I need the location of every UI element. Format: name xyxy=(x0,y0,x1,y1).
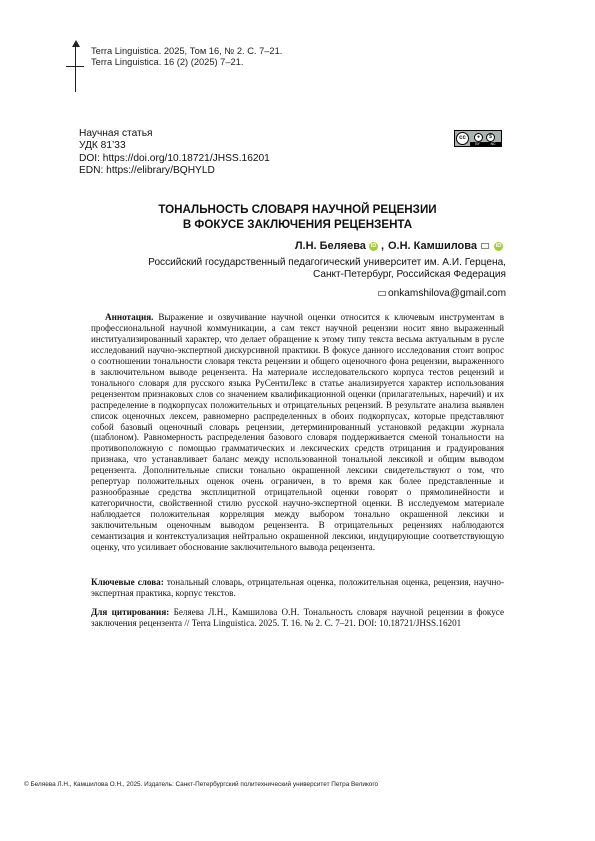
edn-link[interactable]: EDN: https://elibrary/BQHYLD xyxy=(79,165,215,177)
cc-logo-icon: cc xyxy=(456,132,469,145)
citation-label: Для цитирования: xyxy=(91,607,170,617)
citation-text: Беляева Л.Н., Камшилова О.Н. Тональность словаря научной рецензии в фокусе заключения рецензента // Terra Linguistica. 2025. Т. 16. № 2. С. 7–21. DOI: 10.18721/JHSS.16201 xyxy=(91,607,504,628)
cc-by-label: BY xyxy=(475,142,480,146)
cc-by-person-icon: ● xyxy=(474,133,483,142)
header-arrow-icon xyxy=(72,40,80,47)
abstract xyxy=(91,312,504,553)
author-2-name: О.Н. Камшилова xyxy=(388,240,477,252)
udc-code: УДК 81’33 xyxy=(79,140,126,152)
abstract-paragraph xyxy=(91,312,504,553)
cc-badge-band xyxy=(470,142,501,146)
journal-line-russian: Terra Linguistica. 2025, Том 16, № 2. С. 7–21. xyxy=(91,46,283,56)
envelope-icon xyxy=(481,243,489,249)
article-type: Научная статья xyxy=(79,128,153,139)
keywords-label: Ключевые слова: xyxy=(91,577,164,587)
author-1-name: Л.Н. Беляева xyxy=(294,240,366,252)
cc-nc-dollar-icon: $ xyxy=(486,133,495,142)
author-separator: , xyxy=(380,240,384,252)
keywords xyxy=(91,577,504,599)
envelope-icon xyxy=(378,291,386,297)
title-line-1: ТОНАЛЬНОСТЬ СЛОВАРЯ НАУЧНОЙ РЕЦЕНЗИИ xyxy=(158,203,437,216)
copyright-footer: © Беляева Л.Н., Камшилова О.Н., 2025. Издатель: Санкт-Петербургский политехнический университет Петра Великого xyxy=(24,781,379,788)
affiliation xyxy=(148,257,506,282)
article-title xyxy=(0,203,595,232)
doi-link[interactable]: DOI: https://doi.org/10.18721/JHSS.16201 xyxy=(79,152,270,164)
affiliation-line-2: Санкт-Петербург, Российская Федерация xyxy=(312,269,506,281)
abstract-label: Аннотация. xyxy=(105,312,154,322)
cc-nc-label: NC xyxy=(490,142,496,146)
abstract-text: Выражение и озвучивание научной оценки относится к ключевым инструментам в профессиональной научной коммуникации, а сам текст научной рецензии носит явно выраженный институализированный характер, что делает обращение к этому типу текста весьма актуальным в русле исследований научно-экспертной дискурсивной практики. В фокусе данного исследования стоит вопрос о соотношении тональности словаря текста рецензии и общего оценочного фона рецензии, выраженного в заключительном выводе рецензента. На материале исследовательского корпуса тестов рецензий и тонального словаря для русского языка РуСентиЛекс в статье анализируется характер использования рецензентом признаковых слов со значением квалификационной оценки (прилагательных, наречий) и их распределение в подкорпусах положительных и отрицательных рецензий. В результате анализа выявлен список оценочных лексем, равномерно распределенных в обоих подкорпусах, которые представляют собой базовый оценочный словарь рецензии, детерминированный установкой редакции журнала (шаблоном). Равномерность распределения базового словаря поддерживается сменой тональности на противоположную с помощью грамматических и лексических средств отрицания и градуирования признака, что устанавливает баланс между использованной тональной лексикой и общим выводом рецензента. Дополнительные списки тонально окрашенной лексики свидетельствуют о том, что репертуар положительных оценок очень ограничен, в то время как более представленные и разнообразные средства эксплицитной отрицательной оценки говорят о прямолинейности и категоричности, свойственной стилю русской научно-экспертной оценки. В исследуемом материале наблюдается положительная корреляция между выбором тонально окрашенной лексики и заключительным оценочным выводом рецензента. В отрицательных рецензиях наблюдаются семантизация и контекстуализация нейтрально окрашенной лексики, индуцирующие соответствующую оценку, что усиливает обоснование заключительного вывода рецензента. xyxy=(91,312,505,553)
citation xyxy=(91,607,504,629)
affiliation-line-1: Российский государственный педагогический университет им. А.И. Герцена, xyxy=(148,257,506,268)
orcid-icon[interactable]: iD xyxy=(495,242,502,249)
corresponding-email xyxy=(374,288,506,299)
journal-line-english: Terra Linguistica. 16 (2) (2025) 7–21. xyxy=(91,57,244,68)
title-line-2: В ФОКУСЕ ЗАКЛЮЧЕНИЯ РЕЦЕНЗЕНТА xyxy=(182,217,413,231)
keywords-text: тональный словарь, отрицательная оценка, положительная оценка, рецензия, научно-экспертная практика, корпус текстов. xyxy=(91,577,504,598)
email-address[interactable]: onkamshilova@gmail.com xyxy=(388,288,506,299)
authors-line xyxy=(295,240,506,252)
creative-commons-license-badge[interactable] xyxy=(454,130,502,147)
header-frame-horizontal-line xyxy=(66,66,84,67)
journal-reference xyxy=(91,46,282,69)
article-meta xyxy=(79,128,270,178)
orcid-icon[interactable]: iD xyxy=(370,242,377,249)
